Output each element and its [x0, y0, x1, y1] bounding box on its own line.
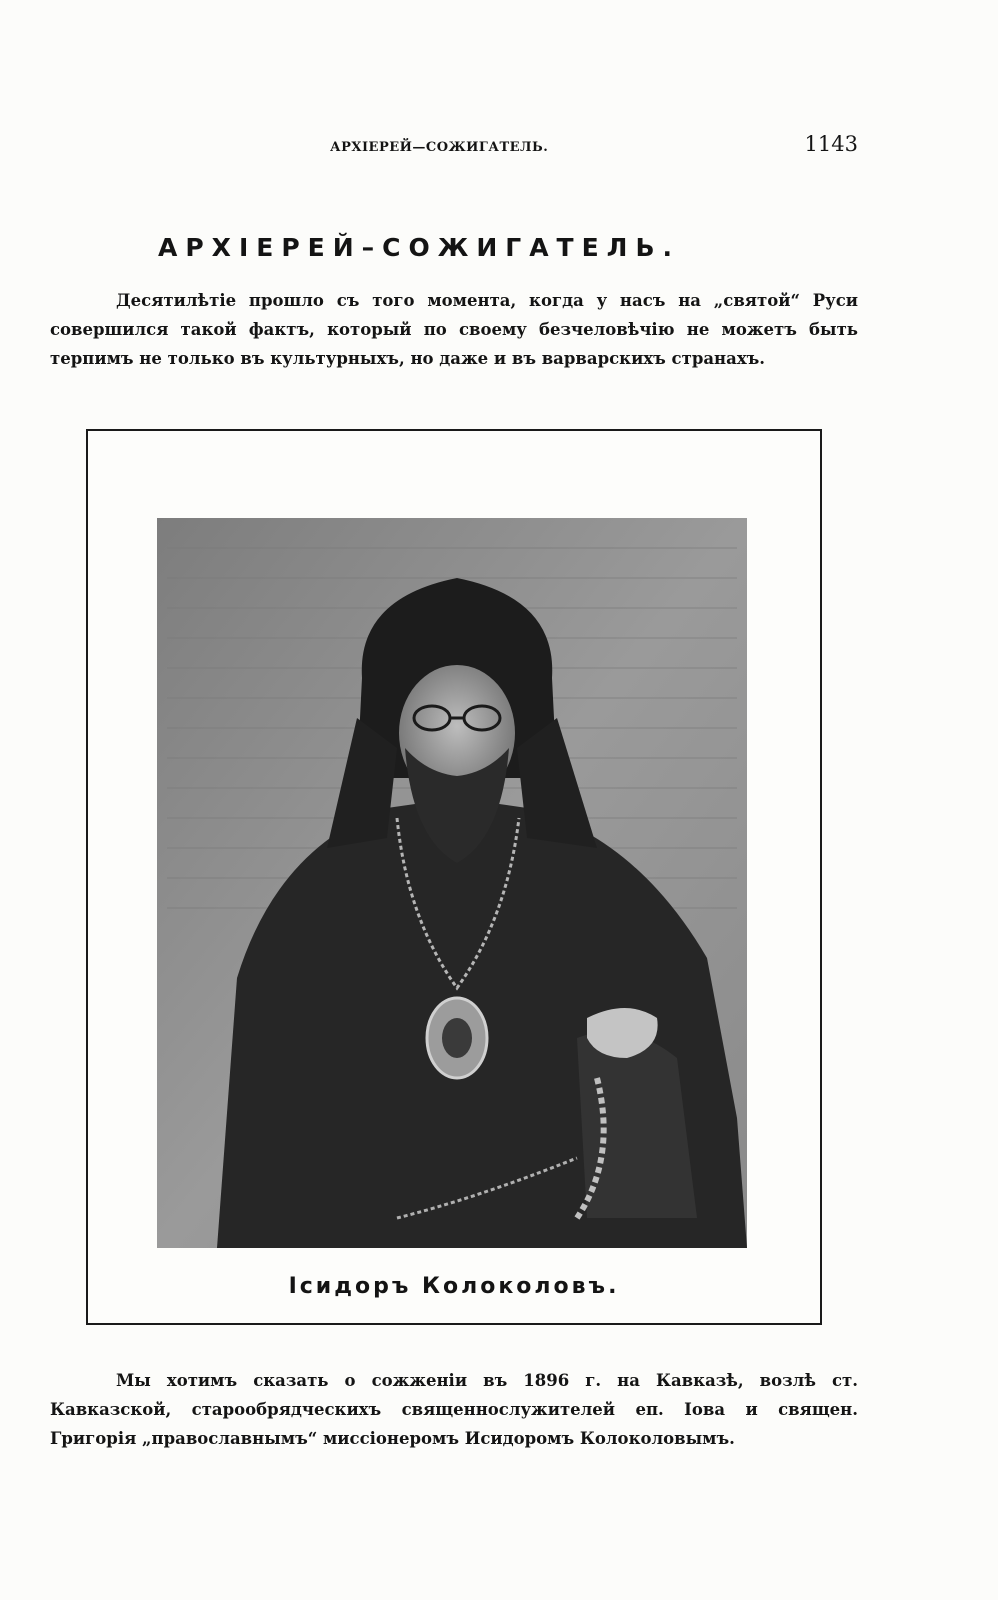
- article-title: АРХІЕРЕЙ–СОЖИГАТЕЛЬ.: [158, 232, 680, 262]
- outro-paragraph: Мы хотимъ сказать о сожженіи въ 1896 г. на Кавказѣ, возлѣ ст. Кавказской, старообрядческихъ священнослужителей еп. Іова и священ. Григорія „православнымъ“ миссіонеромъ Исидоромъ Колоколовымъ.: [50, 1371, 858, 1448]
- portrait-illustration: [157, 518, 747, 1248]
- portrait-photo: [157, 518, 747, 1248]
- intro-paragraph: Десятилѣтіе прошло съ того момента, когда у насъ на „святой“ Руси совершился такой фактъ, который по своему безчеловѣчію не можетъ быть терпимъ не только въ культурныхъ, но даже и въ варварскихъ странахъ.: [50, 291, 858, 368]
- running-title: АРХІЕРЕЙ—СОЖИГАТЕЛЬ.: [330, 140, 549, 155]
- page-number: 1143: [804, 132, 858, 156]
- figure-caption: Ісидоръ Колоколовъ.: [288, 1274, 620, 1299]
- running-head: [50, 132, 858, 162]
